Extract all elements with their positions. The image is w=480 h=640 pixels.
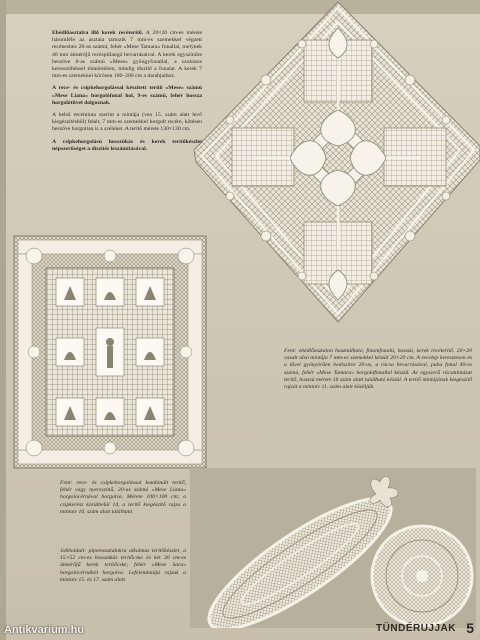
article-lead-doily: Ebédlőasztalra illő kerek recéterítő. [52,30,144,36]
lace-square-photo [12,234,208,470]
page-number: 5 [466,620,474,636]
caption-tablecloth [60,480,186,521]
caption-tablecloth-text: Fent: rece- és csipkehorgolással kombinált terítő, fehér vagy nyersszínű, 20-as számú »Mese Liana« horgolócérnával horgolva. Mérete 100×100 cm; a csipkerész körülbelül 14, a terítő kiegészítő rajza a mintaív 16. szám alatt található. [60,480,186,515]
article-lead-set: A csipkehorgolású hosszúkás és kerek terítőkészlet népszerűséget a díszítés leszámításával. [52,138,202,152]
lace-diamond-photo [186,0,480,360]
binding-edge [0,0,6,640]
caption-doily-text: Fent: ebédlőasztalon használható, finomfonalú, hosszú, kerek recéterítő. 20×20 vasalt alsó mintája 7 mm-es szemekkel készül 20×20 cm. A recelap keresztesen és a tűvel gyönyörűen bedíszítve 20-as, a rácsa bevarrásával, puha fonal 40-es számú, fehér »Mese Tamara« horgolófonallal készül. Az egyszerű rácsmintázat terítő, hosszú mérete 16 szám alatt található készül. A terítő mintájának kiegészítő rajzát a mintaív 11. szám alatt közöljük. [284,348,472,391]
article-body-doily: A 20×20 cm-es mérete háromféle az asztala tartozik 7 mm-es szemekkel végzett recéneshez 20-as számú, fehér »Mese Tamara« fonallal, melynek 40 mm átmérőjű recéspillangó bevarrásaival. A kerek egyszínűre beszőve 8-as számú »Mese« gyöngyfonallal, a szokásos keresztöltéssel tömörebben, mindig díszítő a fonalat. A kerek 7 mm-es szemekkel körösen 100–200 cm a darabjaihoz. [52,30,202,80]
caption-runner-set [60,548,186,589]
article-lead-tablecloth: A rece- és csipkehorgolással készített terítő »Mese« számú »Mese Liana« horgolófonal hol, 9-es számú, fehér hossza horgolótűvel dolgoznak. [52,85,202,106]
lace-runner-photo [190,468,476,628]
caption-doily [284,348,472,396]
magazine-name: TÜNDÉRUJJAK [376,623,456,634]
article-body-tablecloth: A belső recéminta szerint a mintája (ven 15. szám alatt levő kiegészítésből) fehér, 7 mm-es szemekkel horgolt recére, kötésen beszőve horgoltan is a széleket. A terítő mérete 130×130 cm. [52,112,202,133]
caption-runner-set-text: Jobboldalt: pipereasztalokra alkalmas terítőkészlet, a 15×52 cm-es hosszúkás terítőcske és két 30 cm-es átmérőjű kerek terítőcske, fehér »Mese Sara« horgolócérnából horgolva. Lefelemintájú rajzuk a mintaív 15. és 17. szám alatt. [60,548,186,583]
watermark: Antikvarium.hu [4,624,85,636]
article-column-left [52,30,202,158]
